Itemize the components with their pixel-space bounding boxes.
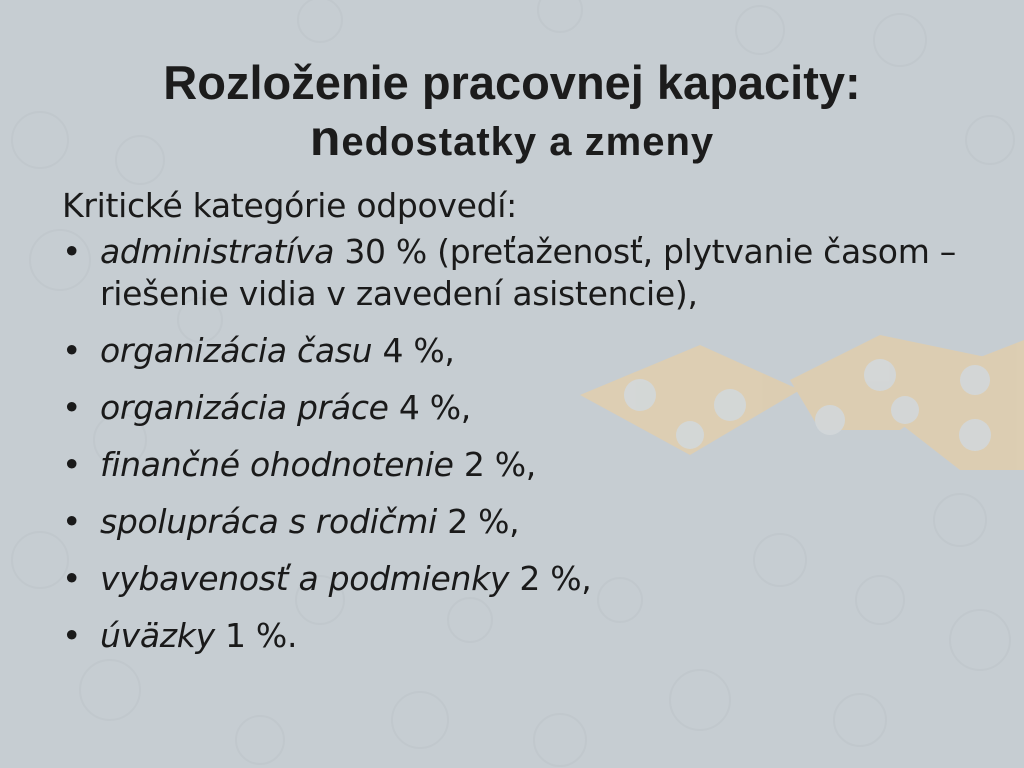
slide-content: [62, 186, 992, 672]
category-name: vybavenosť a podmienky: [100, 559, 510, 598]
category-detail: 4 %,: [388, 388, 471, 427]
category-name: spolupráca s rodičmi: [100, 502, 438, 541]
bullet-icon: •: [62, 445, 82, 484]
category-name: administratíva: [100, 232, 335, 271]
title-line-2-rest: edostatky a zmeny: [341, 120, 715, 165]
category-name: organizácia práce: [100, 388, 389, 427]
list-item: [62, 231, 992, 315]
bullet-icon: •: [62, 616, 82, 655]
category-name: úväzky: [100, 616, 215, 655]
category-detail: 1 %.: [214, 616, 298, 655]
category-detail: 30 % (preťaženosť, plytvanie časom – riešenie vidia v zavedení asistencie),: [100, 232, 956, 313]
bullet-icon: •: [62, 388, 82, 427]
category-detail: 2 %,: [437, 502, 520, 541]
bullet-icon: •: [62, 331, 82, 370]
list-item: [62, 387, 992, 429]
title-line-1: Rozloženie pracovnej kapacity:: [163, 56, 861, 110]
bullet-list: [62, 231, 992, 657]
bullet-icon: •: [62, 502, 82, 541]
list-item: [62, 558, 992, 600]
title-line-2: [0, 110, 1024, 166]
title-line-2-first-letter: n: [309, 110, 342, 167]
category-detail: 2 %,: [453, 445, 536, 484]
bullet-icon: •: [62, 232, 82, 271]
list-item: [62, 501, 992, 543]
list-item: [62, 444, 992, 486]
intro-text: Kritické kategórie odpovedí:: [62, 186, 517, 225]
list-item: [62, 330, 992, 372]
category-detail: 2 %,: [509, 559, 592, 598]
category-detail: 4 %,: [372, 331, 455, 370]
category-name: finančné ohodnotenie: [100, 445, 454, 484]
category-name: organizácia času: [100, 331, 373, 370]
list-item: [62, 615, 992, 657]
slide-title: [0, 57, 1024, 166]
bullet-icon: •: [62, 559, 82, 598]
